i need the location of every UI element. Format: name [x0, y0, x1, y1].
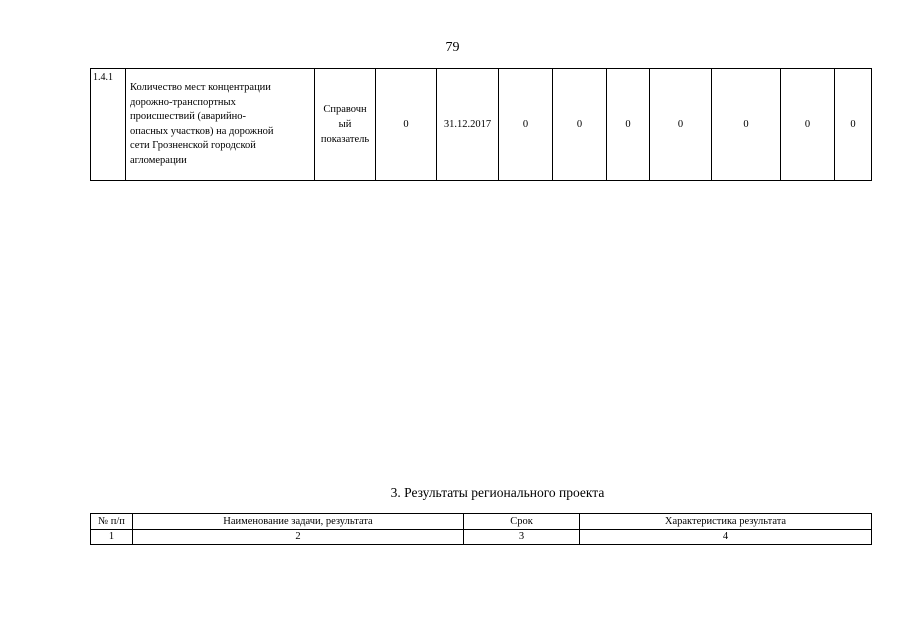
header-deadline: Срок [464, 514, 580, 530]
year-value: 0 [781, 69, 835, 181]
year-value: 0 [553, 69, 607, 181]
header-characteristic: Характеристика результата [580, 514, 872, 530]
column-number: 3 [464, 530, 580, 545]
header-task-name: Наименование задачи, результата [133, 514, 464, 530]
section-title-wrap [0, 485, 905, 501]
column-number: 1 [91, 530, 133, 545]
indicator-table [90, 68, 872, 181]
section-title: 3. Результаты регионального проекта [390, 485, 605, 500]
year-value: 0 [650, 69, 712, 181]
indicator-type-line: показатель [320, 134, 370, 145]
indicator-type [315, 69, 376, 181]
indicator-row [91, 69, 872, 181]
indicator-name-line: сети Грозненской городской [130, 140, 256, 151]
indicator-name-line: дорожно-транспортных [130, 96, 236, 108]
indicator-type-line: ый [338, 119, 352, 130]
base-value: 0 [376, 69, 437, 181]
results-header-row [91, 514, 872, 530]
column-number: 4 [580, 530, 872, 545]
indicator-number: 1.4.1 [91, 69, 126, 181]
header-number: № п/п [91, 514, 133, 530]
results-numbering-row [91, 530, 872, 545]
indicator-name-line: агломерации [130, 154, 187, 166]
year-value: 0 [835, 69, 872, 181]
column-number: 2 [133, 530, 464, 545]
results-table [90, 513, 872, 545]
indicator-name-line: опасных участков) на дорожной [130, 125, 274, 137]
year-value: 0 [499, 69, 553, 181]
base-date: 31.12.2017 [437, 69, 499, 181]
indicator-name [126, 69, 315, 181]
page-number: 79 [445, 40, 460, 55]
indicator-name-line: происшествий (аварийно- [130, 111, 246, 122]
indicator-type-line: Справочн [323, 104, 367, 115]
indicator-name-line: Количество мест концентрации [130, 82, 271, 93]
year-value: 0 [712, 69, 781, 181]
year-value: 0 [607, 69, 650, 181]
